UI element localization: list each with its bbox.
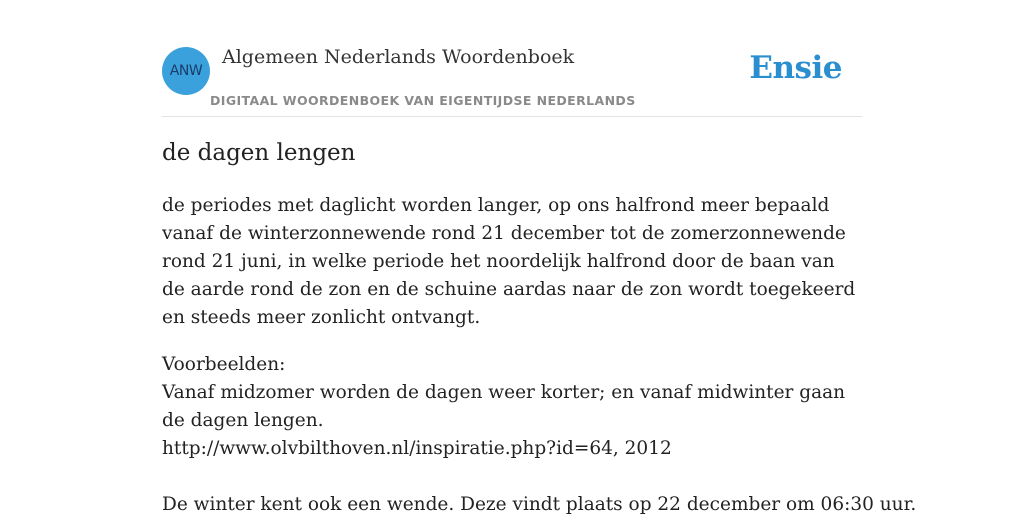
anw-logo[interactable]: ANW: [162, 47, 210, 95]
page: [162, 0, 917, 515]
site-header: [162, 0, 862, 117]
examples-section: [162, 351, 917, 519]
example-source: http://www.olvbilthoven.nl/inspiratie.php?id=64, 2012: [162, 438, 672, 459]
entry-definition: de periodes met daglicht worden langer, op ons halfrond meer bepaald vanaf de winterzonnewende rond 21 december tot de zomerzonnewende rond 21 juni, in welke periode het noordelijk halfrond door de baan van de aarde rond de zon en de schuine aardas naar de zon wordt toegekeerd en steeds meer zonlicht ontvangt.: [162, 195, 856, 328]
site-title[interactable]: Algemeen Nederlands Woordenboek: [222, 46, 575, 68]
ensie-brand-logo[interactable]: Ensie: [749, 50, 842, 86]
site-subtitle: DIGITAAL WOORDENBOEK VAN EIGENTIJDSE NEDERLANDS: [210, 93, 636, 108]
examples-label: Voorbeelden:: [162, 354, 286, 375]
example-text: Vanaf midzomer worden de dagen weer korter; en vanaf midwinter gaan de dagen lengen.: [162, 382, 846, 431]
example-spacer: [162, 463, 862, 491]
example-text: De winter kent ook een wende. Deze vindt plaats op 22 december om 06:30 uur.: [162, 494, 917, 515]
entry-term: de dagen lengen: [162, 140, 356, 166]
